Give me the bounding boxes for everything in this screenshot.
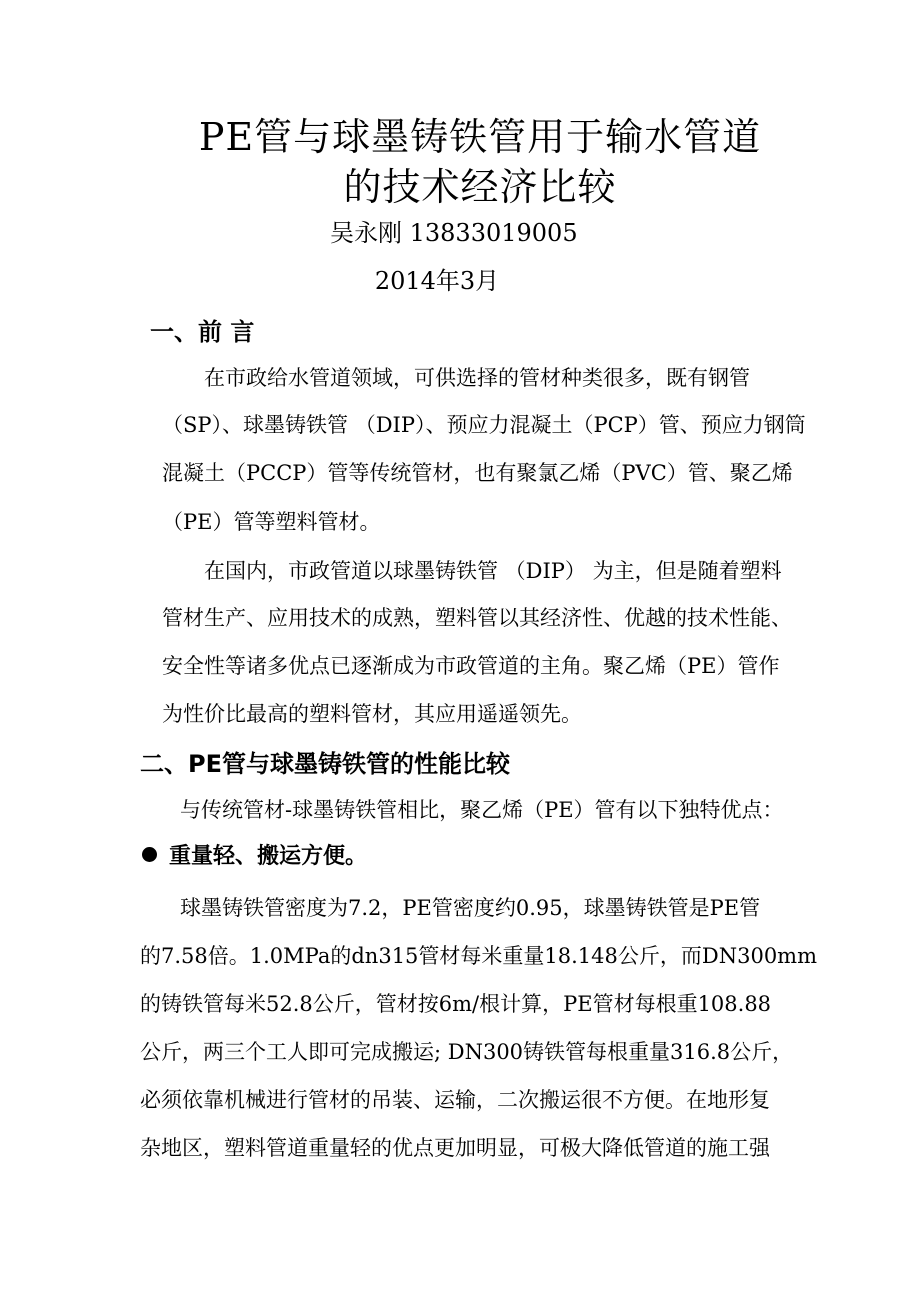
paragraph-line: 安全性等诸多优点已逐渐成为市政管道的主角。聚乙烯（PE）管作 (162, 654, 780, 678)
bullet-heading (142, 842, 367, 872)
bullet-heading-text: 重量轻、搬运方便。 (169, 844, 368, 869)
paragraph-line: 杂地区，塑料管道重量轻的优点更加明显，可极大降低管道的施工强 (140, 1136, 770, 1160)
document-title-line-2: 的技术经济比较 (343, 165, 617, 209)
paragraph-line: 必须依靠机械进行管材的吊装、运输，二次搬运很不方便。在地形复 (140, 1088, 770, 1112)
paragraph-line: 在国内，市政管道以球墨铸铁管 （DIP） 为主，但是随着塑料 (204, 559, 782, 583)
paragraph-line: 的铸铁管每米52.8公斤，管材按6m/根计算，PE管材每根重108.88 (140, 992, 772, 1016)
paragraph-line: 管材生产、应用技术的成熟，塑料管以其经济性、优越的技术性能、 (162, 606, 792, 630)
paragraph-line: 球墨铸铁管密度为7.2，PE管密度约0.95，球墨铸铁管是PE管 (180, 896, 761, 920)
date-line: 2014年3月 (374, 267, 500, 295)
paragraph-line: 的7.58倍。1.0MPa的dn315管材每米重量18.148公斤，而DN300mm (140, 944, 818, 968)
paragraph-line: 混凝土（PCCP）管等传统管材，也有聚氯乙烯（PVC）管、聚乙烯 (162, 461, 793, 485)
paragraph-line: （PE）管等塑料管材。 (162, 510, 381, 534)
section-1-heading: 一、前 言 (150, 318, 255, 346)
section-2-intro: 与传统管材-球墨铸铁管相比，聚乙烯（PE）管有以下独特优点： (180, 798, 784, 822)
paragraph-line: 为性价比最高的塑料管材，其应用遥遥领先。 (162, 702, 582, 726)
section-2-heading: 二、PE管与球墨铸铁管的性能比较 (140, 750, 510, 778)
paragraph-line: 公斤，两三个工人即可完成搬运; DN300铸铁管每根重量316.8公斤， (140, 1040, 794, 1064)
paragraph-line: （SP）、球墨铸铁管 （DIP）、预应力混凝土（PCP）管、预应力钢筒 (162, 413, 806, 437)
bullet-dot-icon (142, 847, 157, 862)
paragraph-line: 在市政给水管道领域，可供选择的管材种类很多，既有钢管 (204, 366, 750, 390)
author-line: 吴永刚 13833019005 (330, 219, 578, 247)
document-title-line-1: PE管与球墨铸铁管用于输水管道 (198, 115, 762, 159)
